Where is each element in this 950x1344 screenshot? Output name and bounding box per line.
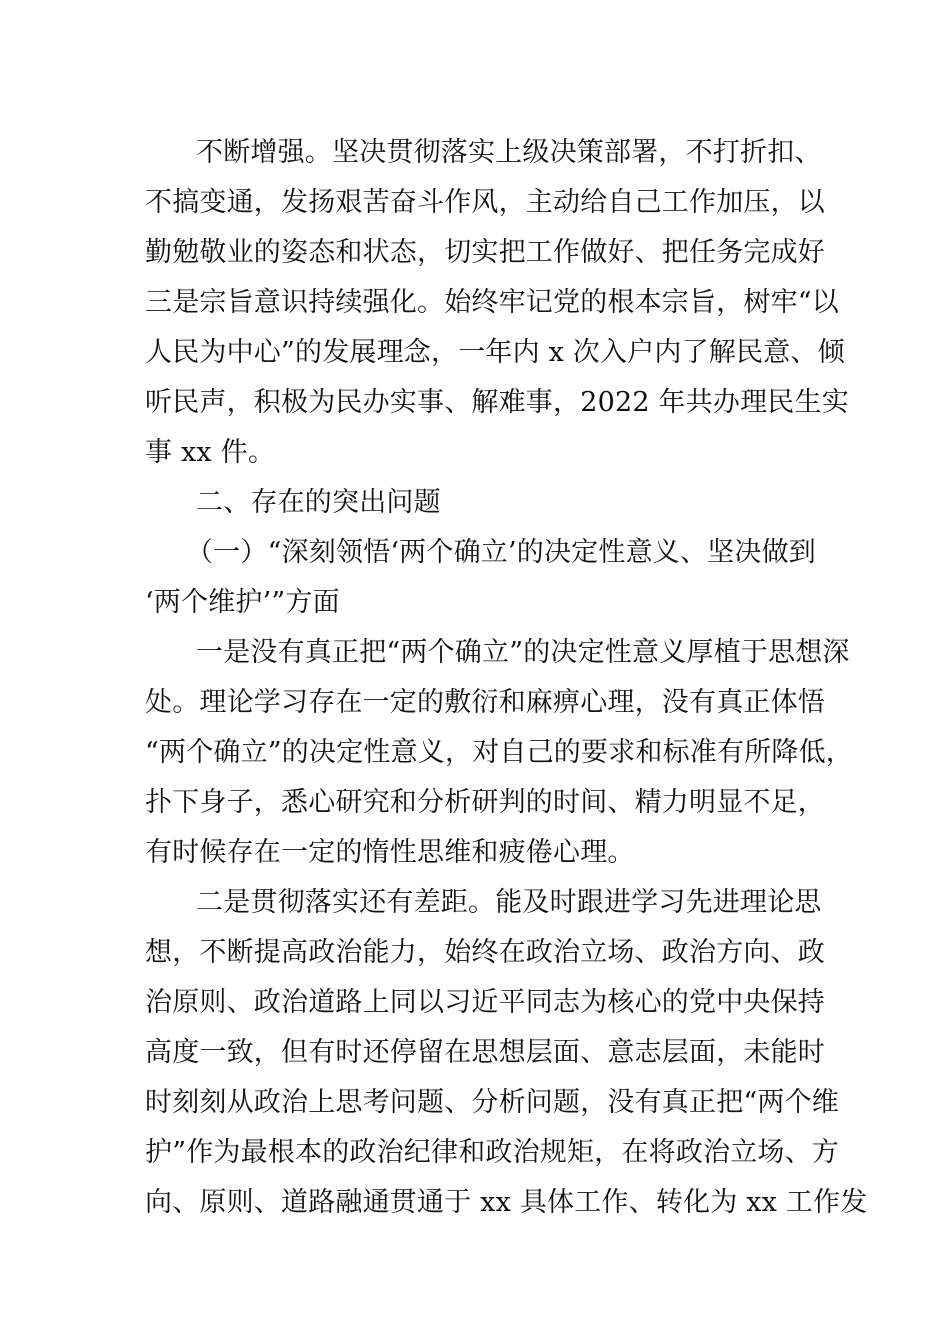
text-line: 有时候存在一定的惰性思维和疲倦心理。 <box>145 837 635 868</box>
text-line: 不搞变通，发扬艰苦奋斗作风，主动给自己工作加压，以 <box>145 187 825 218</box>
text-line: 事 xx 件。 <box>145 437 276 468</box>
text-line: 一是没有真正把“两个确立”的决定性意义厚植于思想深 <box>196 637 850 668</box>
section-heading: 二、存在的突出问题 <box>196 487 441 518</box>
text-line: 听民声，积极为民办实事、解难事，2022 年共办理民生实 <box>145 387 849 418</box>
text-line: 治原则、政治道路上同以习近平同志为核心的党中央保持 <box>145 987 825 1018</box>
subsection-heading: （一）“深刻领悟‘两个确立’的决定性意义、坚决做到 <box>186 537 816 568</box>
text-line: 人民为中心”的发展理念，一年内 x 次入户内了解民意、倾 <box>145 337 845 368</box>
text-line: 不断增强。坚决贯彻落实上级决策部署，不打折扣、 <box>196 137 822 168</box>
text-line: 时刻刻从政治上思考问题、分析问题，没有真正把“两个维 <box>145 1087 840 1118</box>
text-line: 三是宗旨意识持续强化。始终牢记党的根本宗旨，树牢“以 <box>145 287 840 318</box>
subsection-heading-continued: ‘两个维护’”方面 <box>145 587 340 618</box>
text-line: 想，不断提高政治能力，始终在政治立场、政治方向、政 <box>145 937 825 968</box>
text-line: 高度一致，但有时还停留在思想层面、意志层面，未能时 <box>145 1037 825 1068</box>
text-line: 护”作为最根本的政治纪律和政治规矩，在将政治立场、方 <box>145 1137 840 1168</box>
text-line: 二是贯彻落实还有差距。能及时跟进学习先进理论思 <box>196 887 822 918</box>
text-line: 向、原则、道路融通贯通于 xx 具体工作、转化为 xx 工作发 <box>145 1187 868 1218</box>
text-line: 处。理论学习存在一定的敷衍和麻痹心理，没有真正体悟 <box>145 687 825 718</box>
text-line: 勤勉敬业的姿态和状态，切实把工作做好、把任务完成好 <box>145 237 825 268</box>
text-line: “两个确立”的决定性意义，对自己的要求和标准有所降低， <box>145 737 854 768</box>
text-line: 扑下身子，悉心研究和分析研判的时间、精力明显不足， <box>145 787 825 818</box>
